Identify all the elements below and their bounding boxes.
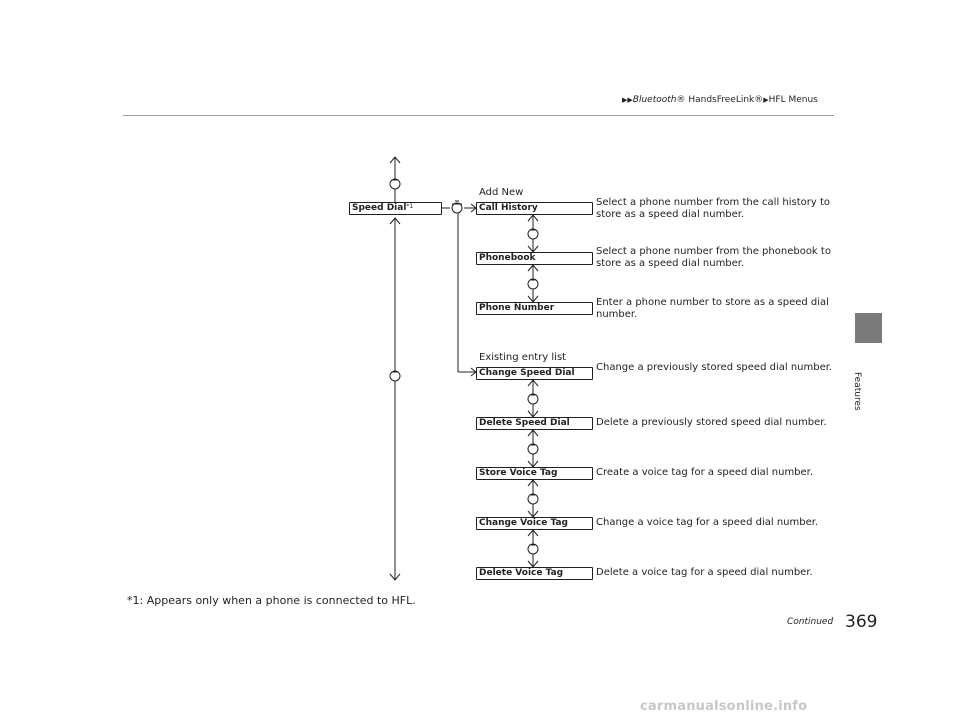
menu-item-change-speed-dial: Change Speed Dial <box>476 367 593 380</box>
breadcrumb-handsfreelink: ® HandsFreeLink® <box>676 95 764 105</box>
desc-delete-voice-tag: Delete a voice tag for a speed dial number. <box>596 567 813 578</box>
knob-rotate-icon <box>528 494 538 504</box>
desc-store-voice-tag: Create a voice tag for a speed dial number. <box>596 467 814 478</box>
menu-item-store-voice-tag: Store Voice Tag <box>476 467 593 480</box>
menu-item-delete-speed-dial: Delete Speed Dial <box>476 417 593 430</box>
breadcrumb-bluetooth: Bluetooth <box>632 95 677 105</box>
menu-item-delete-voice-tag: Delete Voice Tag <box>476 567 593 580</box>
desc-change-speed-dial: Change a previously stored speed dial number. <box>596 362 833 373</box>
menu-item-call-history: Call History <box>476 202 593 215</box>
knob-rotate-icon <box>528 394 538 404</box>
knob-press-icon <box>452 201 462 213</box>
footnote: *1: Appears only when a phone is connected to HFL. <box>127 594 416 607</box>
desc-change-voice-tag: Change a voice tag for a speed dial number. <box>596 517 819 528</box>
knob-rotate-icon <box>528 444 538 454</box>
desc-call-history: Select a phone number from the call history to store as a speed dial number. <box>596 197 831 220</box>
knob-rotate-icon <box>528 229 538 239</box>
page-number: 369 <box>845 612 878 632</box>
triangle-right-icon: ▶ <box>763 96 769 104</box>
watermark: carmanualsonline.info <box>640 699 808 714</box>
desc-delete-speed-dial: Delete a previously stored speed dial number. <box>596 417 827 428</box>
menu-item-change-voice-tag: Change Voice Tag <box>476 517 593 530</box>
speed-dial-label: Speed Dial <box>352 203 407 213</box>
add-new-heading: Add New <box>479 187 524 198</box>
knob-rotate-icon <box>390 371 400 381</box>
footnote-mark: *1 <box>406 203 414 210</box>
knob-rotate-icon <box>528 279 538 289</box>
speed-dial-box <box>349 202 442 215</box>
desc-phone-number: Enter a phone number to store as a speed dial number. <box>596 297 829 320</box>
breadcrumb-hfl-menus: HFL Menus <box>768 95 818 105</box>
knob-rotate-icon <box>528 544 538 554</box>
section-tab-label: Features <box>852 372 862 411</box>
triangle-right-icon: ▶▶ <box>622 96 633 104</box>
menu-item-phone-number: Phone Number <box>476 302 593 315</box>
desc-phonebook: Select a phone number from the phonebook to store as a speed dial number. <box>596 246 831 269</box>
continued-label: Continued <box>787 617 834 627</box>
menu-item-phonebook: Phonebook <box>476 252 593 265</box>
existing-entry-heading: Existing entry list <box>479 352 567 363</box>
knob-rotate-icon <box>390 179 400 189</box>
